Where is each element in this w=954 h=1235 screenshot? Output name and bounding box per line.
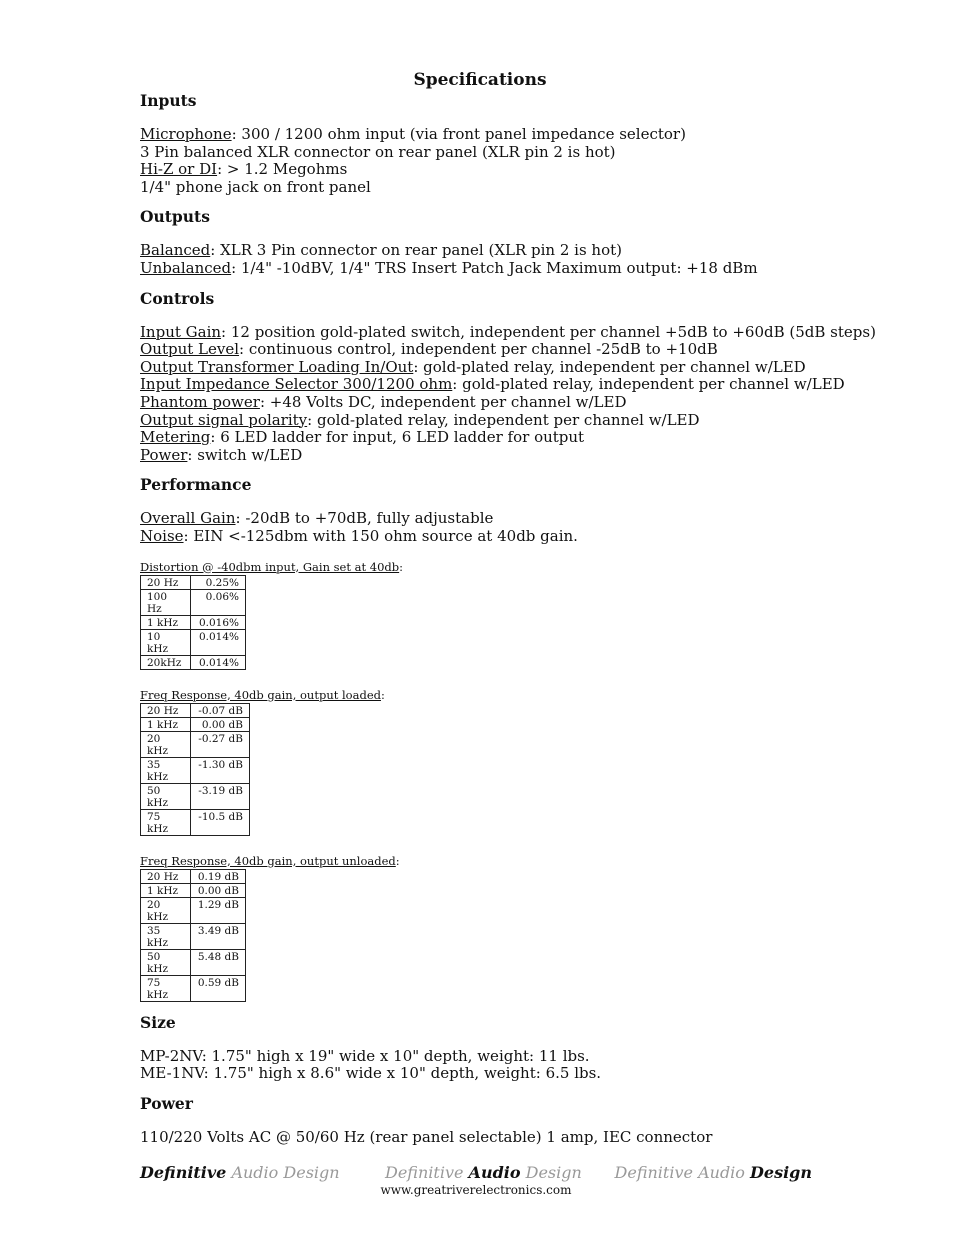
table-row [141, 629, 246, 655]
control-label: Output signal polarity [140, 410, 308, 429]
control-label: Input Impedance Selector 300/1200 ohm [140, 375, 453, 394]
control-text: : gold-plated relay, independent per channel w/LED [413, 357, 806, 376]
overall-gain-text: : -20dB to +70dB, fully adjustable [235, 509, 494, 528]
unbalanced-label: Unbalanced [140, 258, 232, 277]
freq-cell: 35 kHz [141, 923, 191, 949]
table-row [141, 589, 246, 615]
freq-cell: 100 Hz [141, 589, 191, 615]
table-row [141, 883, 246, 897]
control-item [140, 322, 876, 342]
footer-word: Audio [231, 1163, 279, 1182]
noise-text: : EIN <-125dbm with 150 ohm source at 40db gain. [183, 526, 578, 545]
control-label: Power [140, 445, 188, 464]
distortion-caption-text: Distortion @ -40dbm input, Gain set at 40db [140, 559, 400, 574]
table-row [141, 615, 246, 629]
noise-label: Noise [140, 526, 184, 545]
footer-word: Audio [468, 1163, 521, 1182]
freq-unloaded-caption-text: Freq Response, 40db gain, output unloaded [140, 853, 396, 868]
freq-cell: 20 kHz [141, 897, 191, 923]
table-row [141, 949, 246, 975]
hiz-spec [140, 161, 820, 179]
freq-loaded-caption: Freq Response, 40db gain, output loaded: [140, 687, 385, 702]
freq-cell: 75 kHz [141, 809, 191, 835]
outputs-heading: Outputs [140, 207, 210, 227]
control-label: Output Transformer Loading In/Out [140, 357, 414, 376]
table-row [141, 575, 246, 589]
control-label: Phantom power [140, 392, 260, 411]
value-cell: 0.25% [191, 575, 246, 589]
mic-connector: 3 Pin balanced XLR connector on rear panel (XLR pin 2 is hot) [140, 142, 616, 161]
freq-cell: 20 Hz [141, 869, 191, 883]
freq-loaded-table [140, 703, 250, 836]
control-text: : gold-plated relay, independent per channel w/LED [307, 410, 700, 429]
freq-cell: 1 kHz [141, 717, 191, 731]
control-text: : 6 LED ladder for input, 6 LED ladder for output [210, 428, 585, 447]
table-row [141, 717, 250, 731]
control-text: : gold-plated relay, independent per channel w/LED [452, 375, 845, 394]
footer-logo-design [615, 1163, 812, 1182]
distortion-table [140, 575, 246, 670]
unbalanced-spec [140, 260, 820, 278]
footer-word: Audio [698, 1163, 745, 1182]
table-row [141, 655, 246, 669]
footer-url: www.greatriverelectronics.com [380, 1183, 572, 1197]
value-cell: -0.07 dB [191, 703, 250, 717]
footer-logo-definitive [140, 1163, 340, 1182]
table-row [141, 923, 246, 949]
footer-word: Definitive [140, 1163, 227, 1182]
freq-cell: 20 kHz [141, 731, 191, 757]
value-cell: -3.19 dB [191, 783, 250, 809]
control-item [140, 341, 820, 359]
power-heading: Power [140, 1093, 193, 1113]
hiz-label: Hi-Z or DI [140, 160, 218, 179]
footer-word: Definitive [614, 1163, 693, 1182]
control-item [140, 375, 845, 394]
performance-heading: Performance [140, 475, 252, 495]
value-cell: 1.29 dB [191, 897, 246, 923]
freq-cell: 75 kHz [141, 975, 191, 1001]
value-cell: -1.30 dB [191, 757, 250, 783]
control-label: Output Level [140, 340, 240, 359]
table-row [141, 703, 250, 717]
freq-cell: 10 kHz [141, 629, 191, 655]
freq-cell: 20 Hz [141, 703, 191, 717]
value-cell: 5.48 dB [191, 949, 246, 975]
freq-cell: 35 kHz [141, 757, 191, 783]
table-row [141, 897, 246, 923]
distortion-caption: Distortion @ -40dbm input, Gain set at 40db: [140, 559, 404, 574]
balanced-label: Balanced [140, 241, 211, 260]
freq-loaded-caption-text: Freq Response, 40db gain, output loaded [140, 687, 381, 702]
control-item [140, 429, 820, 447]
size-heading: Size [140, 1012, 176, 1032]
freq-cell: 50 kHz [141, 783, 191, 809]
inputs-heading: Inputs [140, 91, 197, 110]
value-cell: 0.016% [191, 615, 246, 629]
control-item [140, 394, 820, 412]
freq-unloaded-table [140, 869, 246, 1002]
hiz-connector: 1/4" phone jack on front panel [140, 177, 371, 196]
control-label: Input Gain [140, 322, 222, 341]
footer-word: Design [750, 1163, 812, 1182]
table-row [141, 869, 246, 883]
control-text: : +48 Volts DC, independent per channel w/LED [259, 392, 627, 411]
size-mp2nv: MP-2NV: 1.75" high x 19" wide x 10" depth, weight: 11 lbs. [140, 1046, 590, 1065]
control-text: : 12 position gold-plated switch, independent per channel +5dB to +60dB (5dB steps) [221, 322, 876, 341]
freq-cell: 1 kHz [141, 883, 191, 897]
overall-gain-spec [140, 510, 820, 528]
power-spec: 110/220 Volts AC @ 50/60 Hz (rear panel selectable) 1 amp, IEC connector [140, 1127, 713, 1146]
value-cell: 0.19 dB [191, 869, 246, 883]
table-row [141, 731, 250, 757]
value-cell: 0.59 dB [191, 975, 246, 1001]
controls-heading: Controls [140, 288, 215, 308]
value-cell: 0.014% [191, 655, 246, 669]
mic-text: : 300 / 1200 ohm input (via front panel impedance selector) [231, 125, 686, 143]
balanced-spec [140, 242, 820, 260]
table-row [141, 757, 250, 783]
value-cell: 0.00 dB [191, 717, 250, 731]
freq-cell: 1 kHz [141, 615, 191, 629]
unbalanced-text: : 1/4" -10dBV, 1/4" TRS Insert Patch Jack Maximum output: +18 dBm [231, 258, 758, 277]
footer-word: Design [283, 1163, 340, 1182]
control-item [140, 447, 820, 465]
noise-spec [140, 528, 820, 546]
control-item [140, 359, 820, 377]
freq-cell: 20kHz [141, 655, 191, 669]
control-item [140, 412, 820, 430]
spec-page [140, 68, 876, 1146]
value-cell: -10.5 dB [191, 809, 250, 835]
page-title: Specifications [413, 70, 547, 90]
balanced-text: : XLR 3 Pin connector on rear panel (XLR pin 2 is hot) [210, 241, 622, 260]
size-me1nv: ME-1NV: 1.75" high x 8.6" wide x 10" depth, weight: 6.5 lbs. [140, 1064, 602, 1083]
value-cell: 0.06% [191, 589, 246, 615]
freq-cell: 50 kHz [141, 949, 191, 975]
overall-gain-label: Overall Gain [140, 509, 236, 528]
control-text: : continuous control, independent per channel -25dB to +10dB [239, 340, 718, 359]
value-cell: 3.49 dB [191, 923, 246, 949]
footer-word: Definitive [385, 1163, 464, 1182]
mic-label: Microphone [140, 125, 232, 143]
value-cell: 0.00 dB [191, 883, 246, 897]
footer-word: Design [525, 1163, 582, 1182]
table-row [141, 975, 246, 1001]
freq-unloaded-caption: Freq Response, 40db gain, output unloaded: [140, 853, 400, 868]
table-row [141, 809, 250, 835]
table-row [141, 783, 250, 809]
controls-list [140, 322, 876, 465]
control-label: Metering [140, 428, 211, 447]
control-text: : switch w/LED [187, 445, 303, 464]
freq-cell: 20 Hz [141, 575, 191, 589]
mic-spec [140, 126, 820, 144]
footer-logo-audio [385, 1163, 582, 1182]
value-cell: 0.014% [191, 629, 246, 655]
value-cell: -0.27 dB [191, 731, 250, 757]
hiz-text: : > 1.2 Megohms [217, 160, 348, 179]
